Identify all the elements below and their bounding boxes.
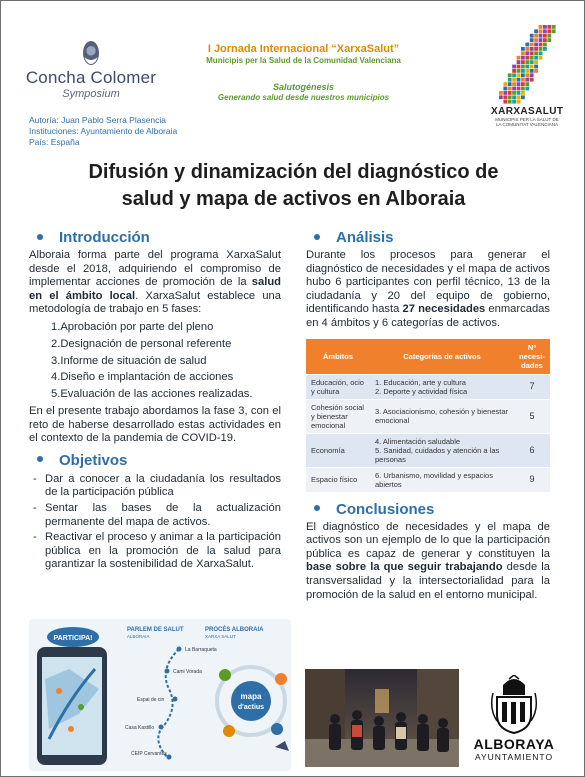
intro-text-c: . XarxaSalut establece una metodología de trabajo en 5 fases:	[29, 289, 281, 316]
theme-title: Salutogénesis	[272, 82, 335, 92]
phase-item: 2.Designación de personal referente	[51, 337, 232, 350]
conclusions-text-c: desde la transversalidad y la intersectorialidad para la promoción de la salud en el entorno municipal.	[306, 561, 550, 601]
mosaic-tile	[517, 82, 521, 86]
phase-item: 3.Informe de situación de salud	[51, 354, 207, 367]
mosaic-tile	[543, 47, 547, 51]
mosaic-tile	[503, 100, 507, 104]
mosaic-tile	[521, 60, 525, 64]
concha-colomer-logo	[25, 41, 157, 100]
mosaic-tile	[508, 82, 512, 86]
mosaic-tile	[512, 91, 516, 95]
mosaic-tile	[512, 69, 516, 73]
mosaic-tile	[517, 73, 521, 77]
needs-count: 9	[514, 467, 550, 492]
col-header: Categorías de activos	[370, 339, 514, 375]
route-stop: Casa Kastillo	[125, 725, 155, 731]
mosaic-tile	[508, 78, 512, 82]
mosaic-tile	[525, 78, 529, 82]
mosaic-tile	[517, 65, 521, 69]
mosaic-tile	[525, 56, 529, 60]
mosaic-tile	[525, 51, 529, 55]
mosaic-tile	[530, 51, 534, 55]
network-sub-1: MUNICIPIS PER LA SALUT DE	[495, 117, 559, 122]
org-sub: Symposium	[62, 88, 120, 100]
mosaic-tile	[499, 91, 503, 95]
mosaic-tile	[525, 43, 529, 47]
mosaic-tile	[525, 65, 529, 69]
mosaic-tile	[521, 47, 525, 51]
mosaic-tile	[534, 69, 538, 73]
mosaic-tile	[517, 95, 521, 99]
mosaic-tile	[530, 60, 534, 64]
center-label-2: d'actius	[237, 704, 265, 711]
mosaic-tile	[547, 29, 551, 33]
bullet-icon	[37, 456, 43, 462]
col2-sub: XARXA SALUT	[205, 634, 236, 639]
symposium-emblem-icon	[83, 41, 99, 65]
street-meeting-photo	[305, 669, 459, 767]
mosaic-tile	[534, 56, 538, 60]
mosaic-tile	[521, 56, 525, 60]
badge-label: PARTICIPA!	[53, 635, 93, 642]
route-stop: La Barraqueta	[185, 647, 217, 653]
event-title: I Jornada Internacional “XarxaSalut”	[207, 43, 400, 55]
mosaic-tile	[547, 25, 551, 29]
mosaic-tile	[539, 56, 543, 60]
needs-count: 7	[514, 374, 550, 399]
conclusions-heading	[306, 501, 550, 519]
mosaic-tile	[530, 78, 534, 82]
mosaic-tile	[530, 38, 534, 42]
xarxasalut-logo	[491, 23, 563, 127]
mosaic-tile	[530, 34, 534, 38]
col-header: Nº necesi-dades	[514, 339, 550, 375]
col1-sub: ALBORAIA	[127, 634, 150, 639]
mosaic-tile	[547, 38, 551, 42]
analysis-heading-text: Análisis	[336, 229, 394, 246]
mosaic-tile	[512, 78, 516, 82]
mosaic-tile	[503, 87, 507, 91]
mosaic-tile	[530, 56, 534, 60]
mosaic-tile	[534, 60, 538, 64]
mosaic-tile	[552, 25, 556, 29]
conclusions-text-a: El diagnóstico de necesidades y el mapa de activos son un ejemplo de lo que la participación pública es capaz de generar y constituyen la	[306, 520, 550, 560]
mosaic-tile	[539, 34, 543, 38]
route-stop: Espai de cin	[137, 697, 165, 703]
author: Autoría: Juan Pablo Serra Plasencia	[29, 115, 167, 125]
objectives-heading	[29, 452, 281, 470]
event-header	[171, 43, 436, 103]
mosaic-tile	[512, 65, 516, 69]
mosaic-tile	[499, 95, 503, 99]
phases-list	[51, 319, 281, 403]
analysis-text-bold: 27 necesidades	[402, 303, 486, 316]
mosaic-tile	[534, 29, 538, 33]
mosaic-tile	[521, 87, 525, 91]
categoria: 2. Deporte y actividad física	[375, 386, 468, 396]
mosaic-tile	[525, 73, 529, 77]
mosaic-tile	[503, 82, 507, 86]
phase-item: 1.Aprobación por parte del pleno	[51, 320, 214, 333]
needs-count: 6	[514, 433, 550, 467]
mosaic-tile	[521, 69, 525, 73]
mosaic-tile	[508, 73, 512, 77]
categorias-cell	[370, 467, 514, 492]
mosaic-tile	[530, 73, 534, 77]
participants-photo	[305, 669, 459, 767]
mosaic-tile	[534, 38, 538, 42]
mosaic-tile	[517, 60, 521, 64]
objective-item: - Reactivar el proceso y animar a la participación pública en la promoción de la salud para garantizar la sostenibilidad de XarxaSalut.	[29, 531, 281, 572]
mosaic-tile	[521, 95, 525, 99]
mosaic-tile	[543, 34, 547, 38]
mosaic-tile	[517, 87, 521, 91]
bullet-icon	[314, 505, 320, 511]
xarxasalut-mosaic-icon	[491, 23, 563, 105]
theme-subtitle: Generando salud desde nuestros municipios	[217, 93, 390, 102]
conclusions-text-bold: base sobre la que seguir trabajando	[306, 561, 503, 574]
col-header: Ámbitos	[306, 339, 370, 375]
mosaic-tile	[521, 73, 525, 77]
categoria: 5. Sanidad, cuidados y atención a las personas	[375, 445, 500, 464]
title-line-1: Difusión y dinamización del diagnóstico de	[88, 161, 499, 183]
mosaic-tile	[517, 100, 521, 104]
mosaic-tile	[539, 25, 543, 29]
categorias-cell	[370, 374, 514, 399]
table-row	[306, 467, 550, 492]
mosaic-tile	[530, 43, 534, 47]
mosaic-tile	[547, 34, 551, 38]
mosaic-tile	[543, 29, 547, 33]
categorias-cell	[370, 399, 514, 433]
mosaic-tile	[517, 69, 521, 73]
mosaic-tile	[552, 29, 556, 33]
intro-text-a: Alboraia forma parte del programa XarxaSalut desde el 2018, adquiriendo el compromiso de implementar acciones de promoción de la	[29, 249, 281, 289]
mosaic-tile	[503, 91, 507, 95]
mosaic-tile	[521, 65, 525, 69]
alboraya-crest-icon	[489, 675, 539, 735]
mosaic-tile	[534, 51, 538, 55]
mosaic-tile	[517, 78, 521, 82]
table-row	[306, 399, 550, 433]
mosaic-tile	[543, 38, 547, 42]
mosaic-tile	[512, 87, 516, 91]
mosaic-tile	[543, 25, 547, 29]
org-name: Concha Colomer	[25, 68, 157, 87]
institution: Instituciones: Ayuntamiento de Alboraia	[29, 126, 178, 136]
categoria: 3. Asociacionismo, cohesión y bienestar emocional	[375, 407, 508, 426]
mosaic-tile	[508, 95, 512, 99]
mosaic-tile	[525, 69, 529, 73]
mosaic-tile	[534, 65, 538, 69]
objective-item: - Sentar las bases de la actualización permanente del mapa de activos.	[29, 502, 281, 529]
mosaic-tile	[508, 87, 512, 91]
analysis-paragraph	[306, 249, 550, 331]
objective-item: - Dar a conocer a la ciudadanía los resultados de la participación pública	[29, 473, 281, 500]
mosaic-tile	[517, 56, 521, 60]
mosaic-tile	[534, 47, 538, 51]
country: País: España	[29, 137, 80, 147]
route-stop: Cami Vorada	[173, 669, 202, 675]
mosaic-tile	[521, 51, 525, 55]
right-column	[306, 229, 550, 602]
categoria: 4. Alimentación saludable	[375, 436, 461, 446]
mosaic-tile	[525, 47, 529, 51]
title-line-2: salud y mapa de activos en Alboraia	[121, 188, 466, 210]
bullet-icon	[37, 234, 43, 240]
phase-item: 4.Diseño e implantación de acciones	[51, 371, 234, 384]
network-name: XARXASALUT	[491, 106, 564, 117]
mosaic-tile	[534, 43, 538, 47]
table-header-row	[306, 339, 550, 375]
table-row	[306, 374, 550, 399]
intro-text-bold: salud en el ámbito local	[29, 276, 281, 302]
needs-count: 5	[514, 399, 550, 433]
mosaic-tile	[521, 78, 525, 82]
intro-paragraph-2: En el presente trabajo abordamos la fase 3, con el reto de haberse desarrollado estas actividades en el contexto de la pandemia de COVID-19.	[29, 404, 281, 445]
event-subtitle: Municipis per la Salud de la Comunidad Valenciana	[206, 56, 401, 65]
analysis-text-a: Durante los procesos para generar el diagnóstico de necesidades y el mapa de activos hubo 6 participantes con perfil técnico, 13 de la ciudadanía y 20 del equipo de gobierno, identificando hasta	[306, 249, 550, 316]
categorias-cell	[370, 433, 514, 467]
mosaic-tile	[512, 82, 516, 86]
objectives-list	[29, 473, 281, 572]
mosaic-tile	[512, 100, 516, 104]
mosaic-tile	[521, 82, 525, 86]
credits	[29, 115, 177, 148]
mosaic-tile	[530, 69, 534, 73]
mosaic-tile	[530, 65, 534, 69]
intro-heading-text: Introducción	[59, 229, 150, 246]
objectives-heading-text: Objetivos	[59, 451, 128, 469]
analysis-text-c: enmarcadas en 4 ámbitos y 6 categorías de activos.	[306, 303, 550, 329]
mosaic-tile	[539, 38, 543, 42]
table-row	[306, 433, 550, 467]
mosaic-tile	[508, 100, 512, 104]
mosaic-tile	[525, 60, 529, 64]
mosaic-tile	[543, 43, 547, 47]
mosaic-tile	[503, 95, 507, 99]
intro-paragraph	[29, 249, 281, 317]
mosaic-tile	[517, 91, 521, 95]
assets-table	[306, 339, 550, 493]
ambito-cell: Economía	[306, 433, 370, 467]
ambito-cell: Cohesión social y bienestar emocional	[306, 399, 370, 433]
mosaic-tile	[539, 29, 543, 33]
conclusions-heading-text: Conclusiones	[336, 500, 435, 518]
city-name: ALBORAYA	[473, 736, 555, 752]
mosaic-tile	[539, 43, 543, 47]
categoria: 1. Educación, arte y cultura	[375, 377, 466, 387]
mosaic-tile	[512, 95, 516, 99]
mosaic-tile	[534, 34, 538, 38]
mosaic-tile	[508, 91, 512, 95]
ambito-cell: Espacio físico	[306, 467, 370, 492]
mosaic-tile	[525, 87, 529, 91]
page-title	[41, 159, 546, 213]
col2-title: PROCÉS ALBORAIA	[205, 627, 264, 633]
alboraya-logo	[466, 675, 562, 762]
network-sub-2: LA COMUNITAT VALENCIANA	[496, 122, 558, 127]
intro-heading	[29, 229, 281, 247]
mosaic-tile	[521, 91, 525, 95]
categoria: 6. Urbanismo, movilidad y espacios abiertos	[375, 470, 493, 489]
mosaic-tile	[512, 73, 516, 77]
col1-title: PARLEM DE SALUT	[127, 627, 184, 633]
analysis-heading	[306, 229, 550, 247]
left-column	[29, 229, 281, 574]
center-label-1: mapa	[240, 692, 262, 701]
council-name: AYUNTAMIENTO	[474, 752, 554, 762]
conclusions-paragraph	[306, 521, 550, 603]
mosaic-tile	[539, 51, 543, 55]
bullet-icon	[314, 234, 320, 240]
mosaic-tile	[530, 47, 534, 51]
participation-infographic	[29, 619, 291, 771]
phase-item: 5.Evaluación de las acciones realizadas.	[51, 388, 253, 401]
mosaic-tile	[525, 82, 529, 86]
route-stop: CEIP Cervantes	[131, 751, 167, 757]
ambito-cell: Educación, ocio y cultura	[306, 374, 370, 399]
infographic-illustration	[29, 619, 291, 771]
mosaic-tile	[539, 47, 543, 51]
